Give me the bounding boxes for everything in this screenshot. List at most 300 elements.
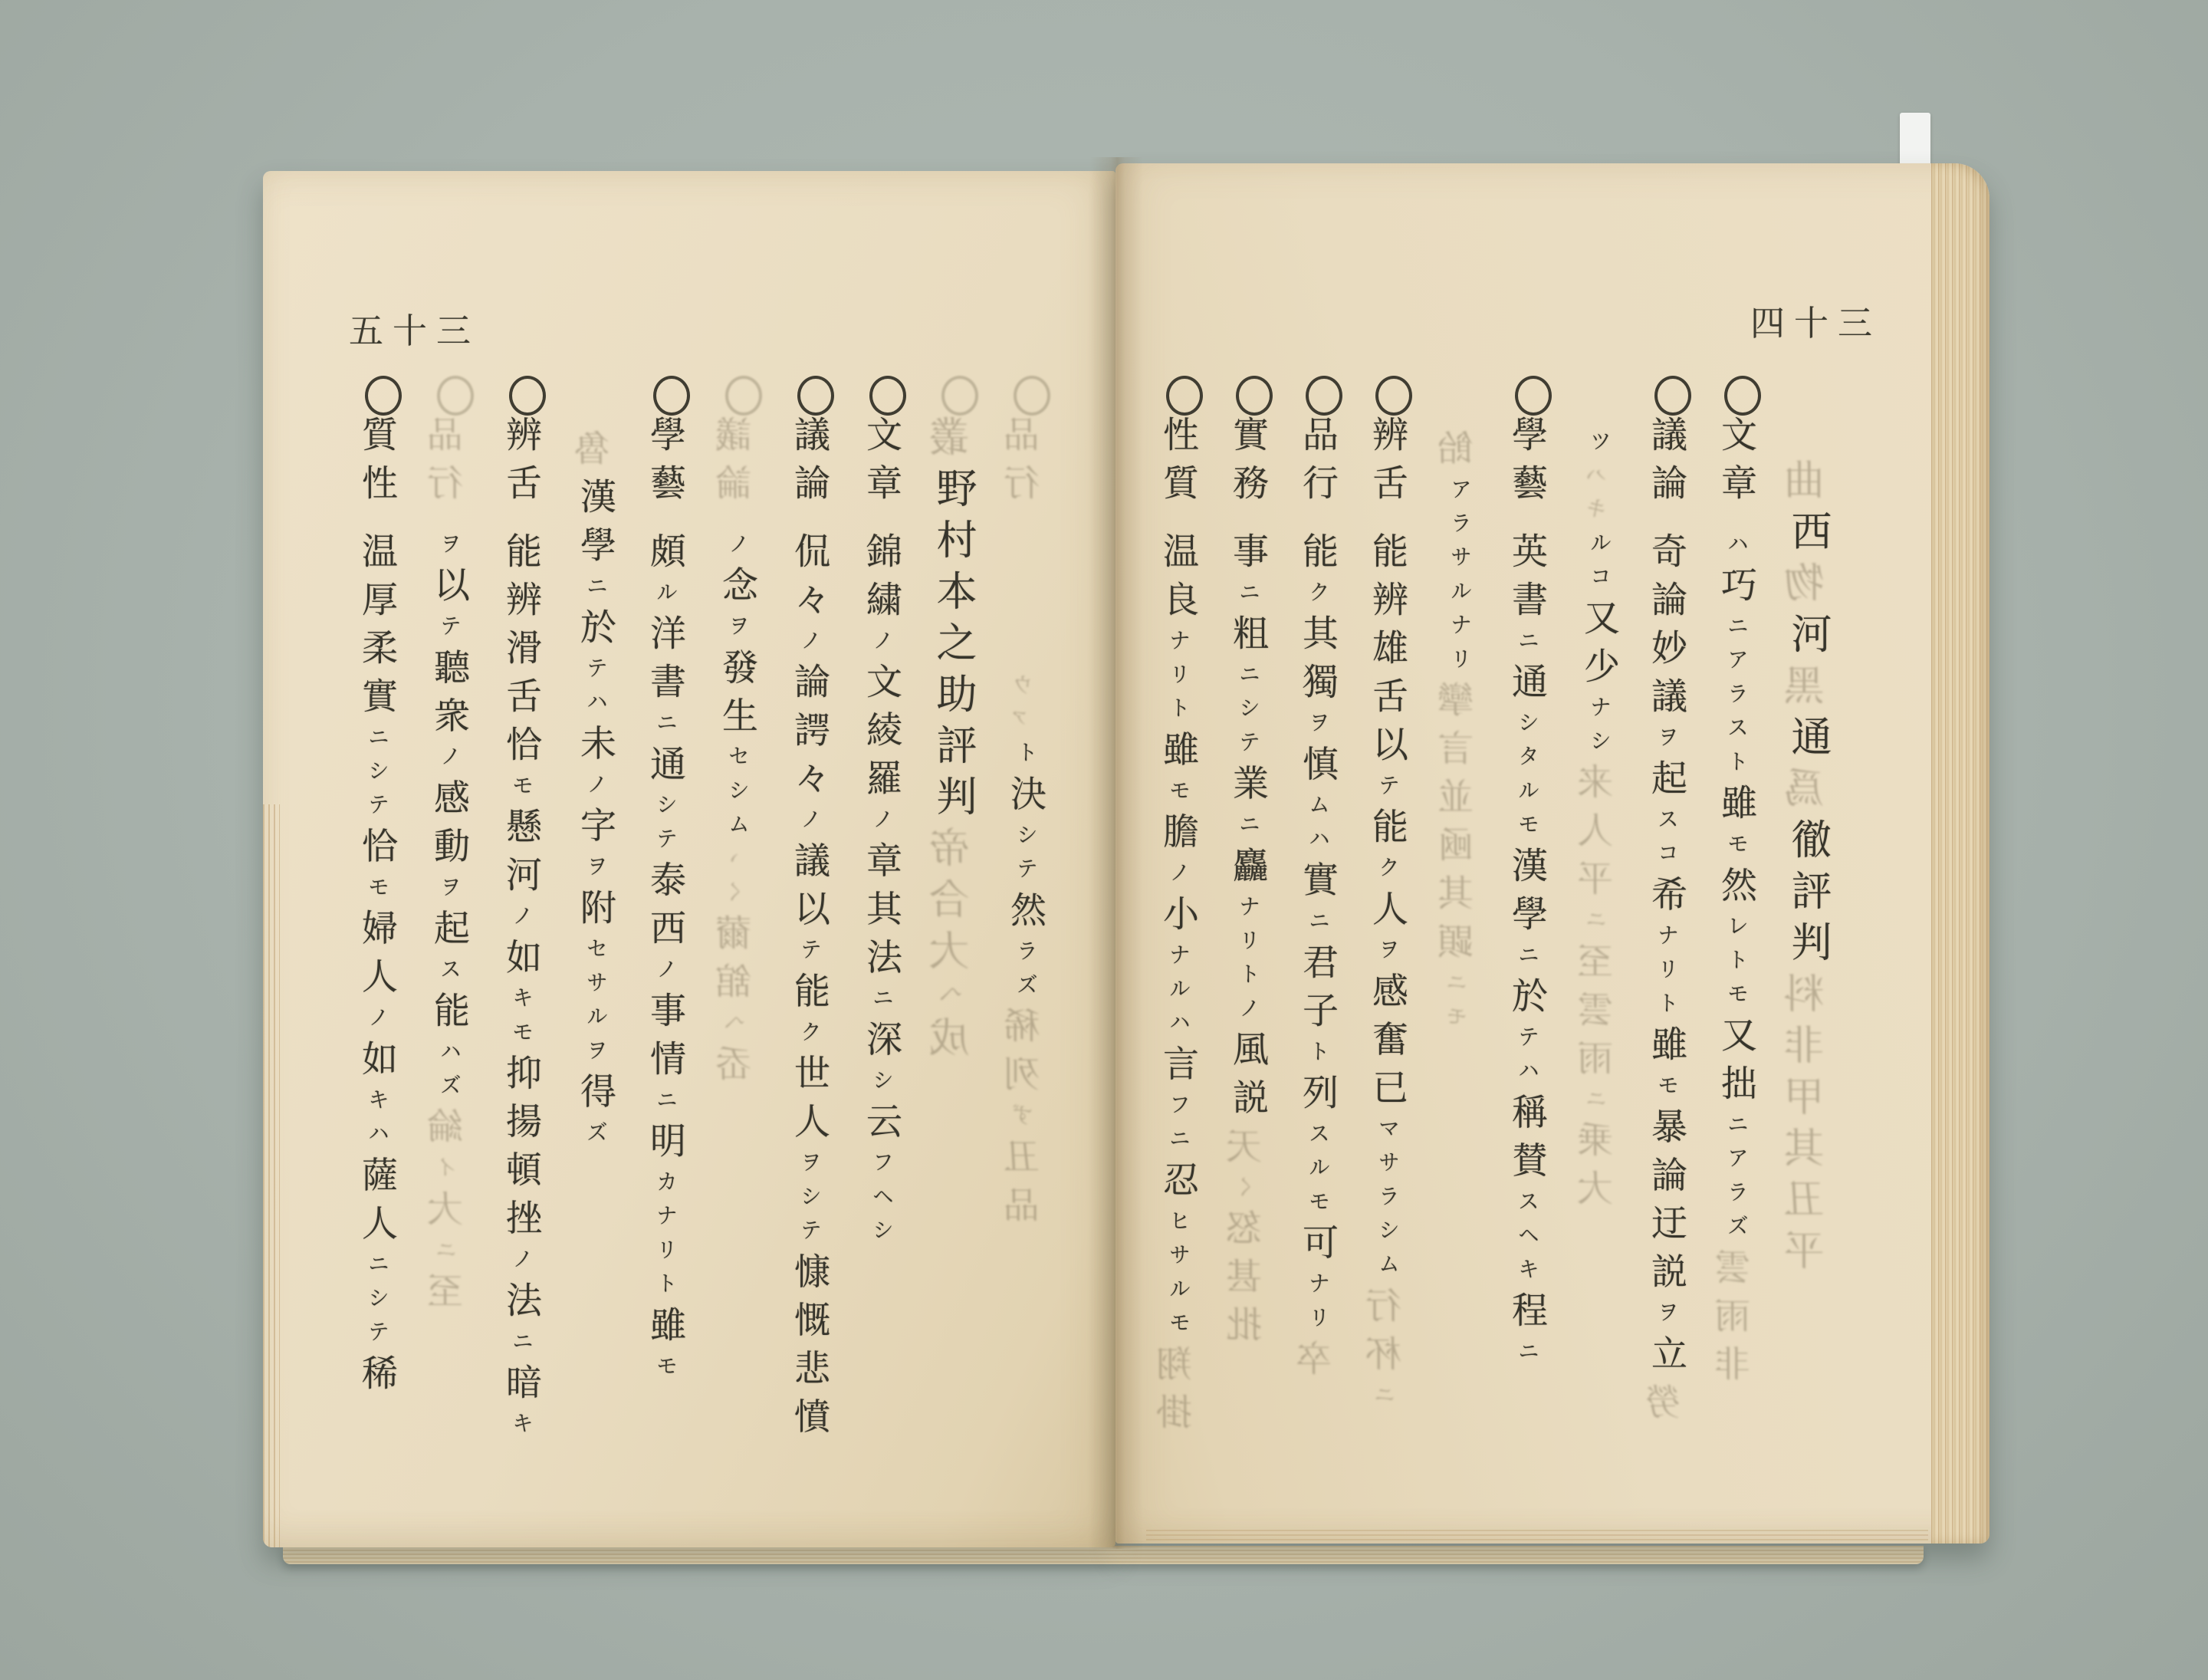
text-char: 評 [1786, 870, 1830, 921]
heading-body-gap [1526, 512, 1527, 532]
text-char: モ [1166, 778, 1190, 813]
text-char: 河 [501, 856, 540, 905]
text-char: テ [797, 938, 821, 972]
text-char: 温 [356, 532, 396, 580]
section-heading [1297, 416, 1337, 512]
text-char: ト [1306, 1040, 1329, 1074]
text-char: 婦 [356, 909, 396, 958]
heading-body-gap [520, 512, 521, 532]
bleedthrough-char: 批 [1227, 1306, 1267, 1355]
text-char: 通 [645, 745, 685, 794]
text-char: 抑 [501, 1054, 540, 1103]
section-circle-icon [1014, 376, 1050, 416]
text-char: モ [1166, 1310, 1190, 1345]
text-char: 已 [1367, 1068, 1407, 1117]
bleedthrough-char: 卒 [1297, 1340, 1337, 1389]
bleedthrough-char: 平 [1579, 860, 1618, 909]
heading-body-gap [664, 512, 665, 532]
text-column [716, 376, 762, 1517]
text-char: ル [1166, 1277, 1190, 1311]
text-char: ク [797, 1020, 821, 1054]
text-char: ラ [1724, 1180, 1748, 1215]
text-column [1004, 376, 1050, 1517]
bleedthrough-char: ヘ [724, 1011, 748, 1045]
text-char: 辨 [501, 580, 540, 629]
right-page-columns [1138, 376, 1831, 1513]
text-char: 村 [931, 518, 975, 570]
text-char: ノ [1236, 996, 1260, 1031]
text-char: 如 [501, 938, 540, 987]
text-char: ナ [1236, 895, 1260, 929]
text-char: サ [583, 971, 607, 1005]
text-char: 人 [789, 1102, 829, 1151]
text-column [500, 376, 546, 1517]
bleedthrough-char: 雨 [1579, 1038, 1618, 1087]
text-char: ヲ [1375, 938, 1399, 972]
text-column [1157, 376, 1203, 1513]
text-char: 忍 [1158, 1161, 1198, 1210]
text-char: モ [1306, 1189, 1329, 1224]
bleedthrough-char: 至 [1579, 942, 1618, 991]
text-char: ニ [1236, 812, 1260, 847]
text-char: ア [1447, 478, 1471, 512]
text-char: ノ [583, 772, 607, 807]
text-char: 文 [1716, 416, 1756, 464]
text-char: 事 [645, 991, 685, 1041]
column-text [575, 429, 615, 1155]
text-column [1576, 376, 1622, 1567]
text-char: 能 [1367, 807, 1407, 856]
text-char: シ [1014, 823, 1037, 857]
text-char: 又 [1716, 1016, 1756, 1065]
column-text [1227, 532, 1267, 1354]
bleedthrough-char: 杯 [1367, 1334, 1407, 1383]
column-text [931, 416, 975, 1067]
bleedthrough-char: 品 [1005, 416, 1045, 464]
text-char: ズ [583, 1120, 607, 1156]
text-char: 實 [1297, 860, 1337, 909]
bleedthrough-char: く [1235, 1175, 1259, 1210]
section-heading [429, 416, 468, 512]
page-number-left: 五十三 [349, 312, 481, 350]
text-char: ハ [365, 1122, 389, 1156]
text-char: テ [1014, 856, 1037, 892]
text-column [644, 376, 690, 1517]
section-heading [356, 416, 396, 512]
text-char: ツ [1587, 429, 1611, 464]
text-char: ニ [869, 986, 893, 1021]
text-char: 人 [356, 957, 396, 1006]
text-char: ヲ [583, 1038, 607, 1073]
bleedthrough-char: 至 [429, 1271, 468, 1320]
text-char: テ [653, 827, 677, 861]
text-char: ト [1724, 948, 1748, 982]
text-char: 奮 [1367, 1020, 1407, 1069]
bleedthrough-char: 品 [429, 416, 468, 464]
text-char: 錦 [861, 532, 901, 580]
text-char: 云 [861, 1102, 901, 1151]
text-char: 膽 [1158, 812, 1198, 861]
column-text [789, 532, 829, 1445]
text-char: ニ [1724, 614, 1748, 649]
text-char: 西 [1786, 510, 1830, 561]
section-heading [1005, 416, 1045, 512]
section-circle-icon [653, 376, 690, 416]
text-char: 舌 [1367, 464, 1407, 512]
text-char: 稱 [1506, 1093, 1546, 1142]
bleedthrough-char: 帝 [931, 827, 975, 878]
bleedthrough-char: 黑 [1786, 664, 1830, 715]
text-char: 書 [645, 662, 685, 712]
text-char: 舌 [501, 677, 540, 725]
text-char: ル [1515, 778, 1539, 813]
text-char: 暗 [501, 1363, 540, 1412]
text-char: 感 [1367, 972, 1407, 1021]
text-char: 可 [1297, 1223, 1337, 1272]
bleedthrough-char: 怒 [1227, 1209, 1267, 1258]
text-char: 通 [1786, 715, 1830, 767]
text-char: 然 [1716, 866, 1756, 915]
text-char: 能 [1367, 532, 1407, 580]
text-char: レ [1724, 914, 1748, 948]
text-char: リ [1236, 929, 1260, 963]
column-text [1579, 429, 1618, 1218]
text-char: 實 [356, 677, 396, 725]
text-char: ズ [1014, 973, 1037, 1008]
text-char: ナ [1587, 695, 1611, 730]
text-char: 法 [861, 938, 901, 987]
heading-body-gap [1247, 512, 1248, 532]
bleedthrough-char: 平 [1786, 1229, 1830, 1281]
text-char: 柔 [356, 629, 396, 677]
text-char: 舌 [501, 464, 540, 512]
bleedthrough-char: 其 [1786, 1126, 1830, 1178]
text-char: 綾 [861, 711, 901, 760]
text-char: キ [509, 1412, 533, 1446]
text-char: 學 [575, 526, 615, 574]
left-page-columns [286, 376, 1050, 1517]
text-char: 恰 [501, 725, 540, 774]
bleedthrough-char: 爲 [1786, 767, 1830, 818]
heading-body-gap [1316, 512, 1318, 532]
text-char: 感 [429, 778, 468, 827]
text-char: ナ [1447, 613, 1471, 648]
text-char: 議 [1646, 677, 1686, 725]
text-char: モ [509, 1020, 533, 1054]
heading-body-gap [1024, 512, 1026, 673]
text-char: 起 [429, 909, 468, 958]
text-char: 性 [1158, 416, 1198, 464]
text-char: 河 [1786, 613, 1830, 664]
text-char: 衆 [429, 696, 468, 745]
text-char: タ [1515, 745, 1539, 779]
text-char: 慷 [789, 1252, 829, 1301]
section-heading [1646, 416, 1686, 512]
text-char: 之 [931, 621, 975, 672]
text-char: 未 [575, 724, 615, 773]
bleedthrough-char: 叢 [931, 416, 975, 467]
text-char: ナ [1306, 1271, 1329, 1307]
bleedthrough-char: ニ [1586, 1087, 1610, 1121]
text-char: 人 [356, 1204, 396, 1253]
text-char: ヘ [1515, 1223, 1539, 1258]
open-book [257, 157, 1990, 1549]
text-column [1645, 376, 1691, 1513]
bleedthrough-char: 大 [931, 929, 975, 981]
text-char: 説 [1227, 1078, 1267, 1127]
text-char: 深 [861, 1020, 901, 1069]
bleedthrough-char: 舘 [717, 962, 757, 1011]
column-text [861, 532, 901, 1252]
text-char: ヘ [869, 1185, 893, 1219]
column-text [1297, 532, 1337, 1388]
bleedthrough-char: 人 [1579, 811, 1618, 860]
bleedthrough-char: 天 [1227, 1126, 1267, 1175]
text-char: シ [725, 778, 749, 813]
text-char: 其 [1297, 614, 1337, 663]
text-char: ヲ [1654, 1300, 1678, 1335]
text-char: 挫 [501, 1198, 540, 1248]
bleedthrough-char: 其 [1439, 874, 1479, 923]
column-text [429, 532, 468, 1320]
column-text [717, 532, 757, 1093]
text-column [1715, 376, 1761, 1513]
text-char: コ [1587, 564, 1611, 600]
text-char: ハ [583, 690, 607, 725]
text-char: 慎 [1297, 745, 1337, 794]
text-char: ニ [365, 725, 389, 760]
section-circle-icon [941, 376, 978, 416]
text-char: ニ [1166, 1126, 1190, 1162]
heading-body-gap [736, 512, 738, 532]
text-char: 能 [429, 991, 468, 1041]
section-circle-icon [437, 376, 474, 416]
section-circle-icon [1515, 376, 1552, 416]
text-char: ク [1306, 580, 1329, 615]
text-char: シ [653, 793, 677, 827]
text-char: 性 [356, 464, 396, 512]
text-char: ト [1236, 962, 1260, 997]
text-char: サ [1447, 545, 1471, 580]
text-char: 判 [931, 775, 975, 827]
text-char: リ [1306, 1306, 1329, 1340]
title-column [1785, 376, 1831, 1596]
bleedthrough-char: イ [436, 1156, 460, 1190]
column-text [1158, 532, 1198, 1442]
text-char: 論 [789, 662, 829, 712]
text-char: ム [1306, 793, 1329, 827]
bleedthrough-char: 凾 [1439, 826, 1479, 875]
text-char: 慨 [789, 1300, 829, 1350]
bleedthrough-char: ァ [1013, 707, 1037, 741]
page-bottom-edges [283, 1546, 1924, 1564]
text-char: ア [1724, 648, 1748, 682]
text-char: 巧 [1716, 566, 1756, 615]
text-char: ノ [869, 807, 893, 842]
text-char: ル [583, 1004, 607, 1039]
text-char: 麤 [1227, 847, 1267, 896]
text-char: ズ [437, 1073, 461, 1108]
bleedthrough-char: 稀 [1005, 1007, 1045, 1056]
bleedthrough-char: 顕 [1439, 922, 1479, 972]
section-circle-icon [1236, 376, 1273, 416]
section-heading [1367, 416, 1407, 512]
text-char: 以 [789, 889, 829, 939]
text-char: カ [653, 1170, 677, 1205]
text-char: 少 [1579, 647, 1618, 696]
text-char: 温 [1158, 532, 1198, 580]
text-char: 子 [1297, 991, 1337, 1041]
bleedthrough-char: 甲 [1786, 1075, 1830, 1126]
text-char: ノ [725, 532, 749, 567]
text-char: シ [869, 1218, 893, 1253]
text-char: 舌 [1367, 677, 1407, 725]
text-column [860, 376, 906, 1517]
text-char: 生 [717, 696, 757, 745]
left-fore-edge [263, 804, 280, 1547]
text-char: 於 [575, 608, 615, 657]
text-char: 助 [931, 672, 975, 724]
text-char: 議 [789, 841, 829, 890]
text-char: 通 [1506, 662, 1546, 712]
text-char: マ [1375, 1116, 1399, 1151]
text-char: 能 [1297, 532, 1337, 580]
text-char: ラ [1375, 1185, 1399, 1219]
text-char: 言 [1158, 1044, 1198, 1093]
text-char: ノ [437, 745, 461, 779]
text-char: ト [1014, 741, 1037, 775]
text-char: 悲 [789, 1349, 829, 1398]
bleedthrough-char: 物 [1786, 561, 1830, 613]
text-char: ル [1166, 977, 1190, 1011]
text-char: 懸 [501, 807, 540, 856]
bleedthrough-char: ハ [1586, 463, 1610, 498]
text-char: 議 [789, 416, 829, 464]
text-char: ヲ [725, 614, 749, 649]
text-char: ニ [653, 1088, 677, 1123]
bleedthrough-char: 並 [1439, 778, 1479, 827]
bleedthrough-char: 魯 [575, 429, 615, 478]
text-char: 厚 [356, 580, 396, 629]
bleedthrough-char: ニ [436, 1238, 460, 1272]
bleedthrough-char: 掛 [1158, 1392, 1198, 1442]
section-heading [1227, 416, 1267, 512]
text-char: 章 [861, 841, 901, 890]
column-text [1005, 673, 1045, 1235]
bleedthrough-char: 飴 [1439, 429, 1479, 478]
text-char: ヒ [1166, 1209, 1190, 1244]
text-char: ト [1166, 696, 1190, 731]
text-char: キ [1515, 1258, 1539, 1292]
text-char: ニ [1724, 1113, 1748, 1147]
text-char: ニ [1515, 1340, 1539, 1374]
text-char: 立 [1646, 1334, 1686, 1383]
text-char: 論 [1646, 464, 1686, 512]
section-heading [789, 416, 829, 512]
bleedthrough-char: 行 [1367, 1286, 1407, 1335]
heading-body-gap [880, 512, 882, 532]
text-char: 良 [1158, 580, 1198, 629]
text-char: ム [725, 812, 749, 847]
bleedthrough-char: 雨 [1716, 1296, 1756, 1345]
text-char: ニ [1515, 943, 1539, 978]
text-char: 漢 [575, 478, 615, 526]
text-char: 雖 [1646, 1025, 1686, 1074]
section-circle-icon [725, 376, 762, 416]
left-page [263, 171, 1116, 1547]
title-column [932, 376, 978, 1517]
bleedthrough-char: 行 [1005, 464, 1045, 512]
heading-body-gap [1735, 512, 1737, 532]
text-char: ナ [653, 1204, 677, 1238]
text-char: 侃 [789, 532, 829, 580]
bleedthrough-char: 論 [717, 464, 757, 512]
text-char: 議 [1646, 416, 1686, 464]
text-char: モ [1654, 1073, 1678, 1108]
text-char: 聽 [429, 648, 468, 697]
text-char: 世 [789, 1054, 829, 1103]
text-char: 徹 [1786, 818, 1830, 870]
text-char: ス [1306, 1122, 1329, 1156]
text-char: 能 [501, 532, 540, 580]
section-circle-icon [869, 376, 906, 416]
section-heading [717, 416, 757, 512]
bleedthrough-char: 合 [931, 878, 975, 929]
column-text [1786, 459, 1830, 1281]
text-char: 其 [861, 889, 901, 939]
text-char: 藝 [645, 464, 685, 512]
text-char: テ [365, 1320, 389, 1355]
text-char: サ [1166, 1243, 1190, 1277]
text-char: ラ [1014, 939, 1037, 974]
text-char: シ [1236, 696, 1260, 731]
text-char: 藝 [1506, 464, 1546, 512]
bleedthrough-char: 雲 [1716, 1248, 1756, 1297]
section-heading [1158, 416, 1198, 512]
text-char: ル [1447, 579, 1471, 613]
bleedthrough-char: 大 [1579, 1169, 1618, 1218]
bleedthrough-char: 行 [429, 464, 468, 512]
text-char: 然 [1005, 891, 1045, 940]
bleedthrough-char: キ [1586, 497, 1610, 531]
text-char: 恰 [356, 827, 396, 876]
section-heading [1506, 416, 1546, 512]
bleedthrough-char: 雲 [1579, 990, 1618, 1039]
bleedthrough-char: ヘ [939, 981, 966, 1016]
text-char: 小 [1158, 895, 1198, 944]
text-char: 拙 [1716, 1064, 1756, 1113]
text-char: ナ [1166, 943, 1190, 978]
column-text [501, 532, 540, 1445]
text-char: ナ [1654, 923, 1678, 958]
text-char: リ [1654, 957, 1678, 992]
text-char: 泰 [645, 860, 685, 909]
text-char: 列 [1297, 1073, 1337, 1123]
section-circle-icon [509, 376, 546, 416]
bleedthrough-char: 丑 [1786, 1178, 1830, 1229]
text-char: モ [1724, 832, 1748, 866]
text-char: 判 [1786, 921, 1830, 972]
text-char: サ [1375, 1150, 1399, 1185]
text-char: ム [1375, 1252, 1399, 1287]
text-char: 附 [575, 889, 615, 938]
bleedthrough-char: 薾 [717, 914, 757, 963]
heading-body-gap [1177, 512, 1178, 532]
text-char: 務 [1227, 464, 1267, 512]
bleedthrough-char: 勞 [1646, 1382, 1686, 1432]
bleedthrough-char: ず [1013, 1103, 1037, 1138]
text-char: シ [797, 1185, 821, 1219]
